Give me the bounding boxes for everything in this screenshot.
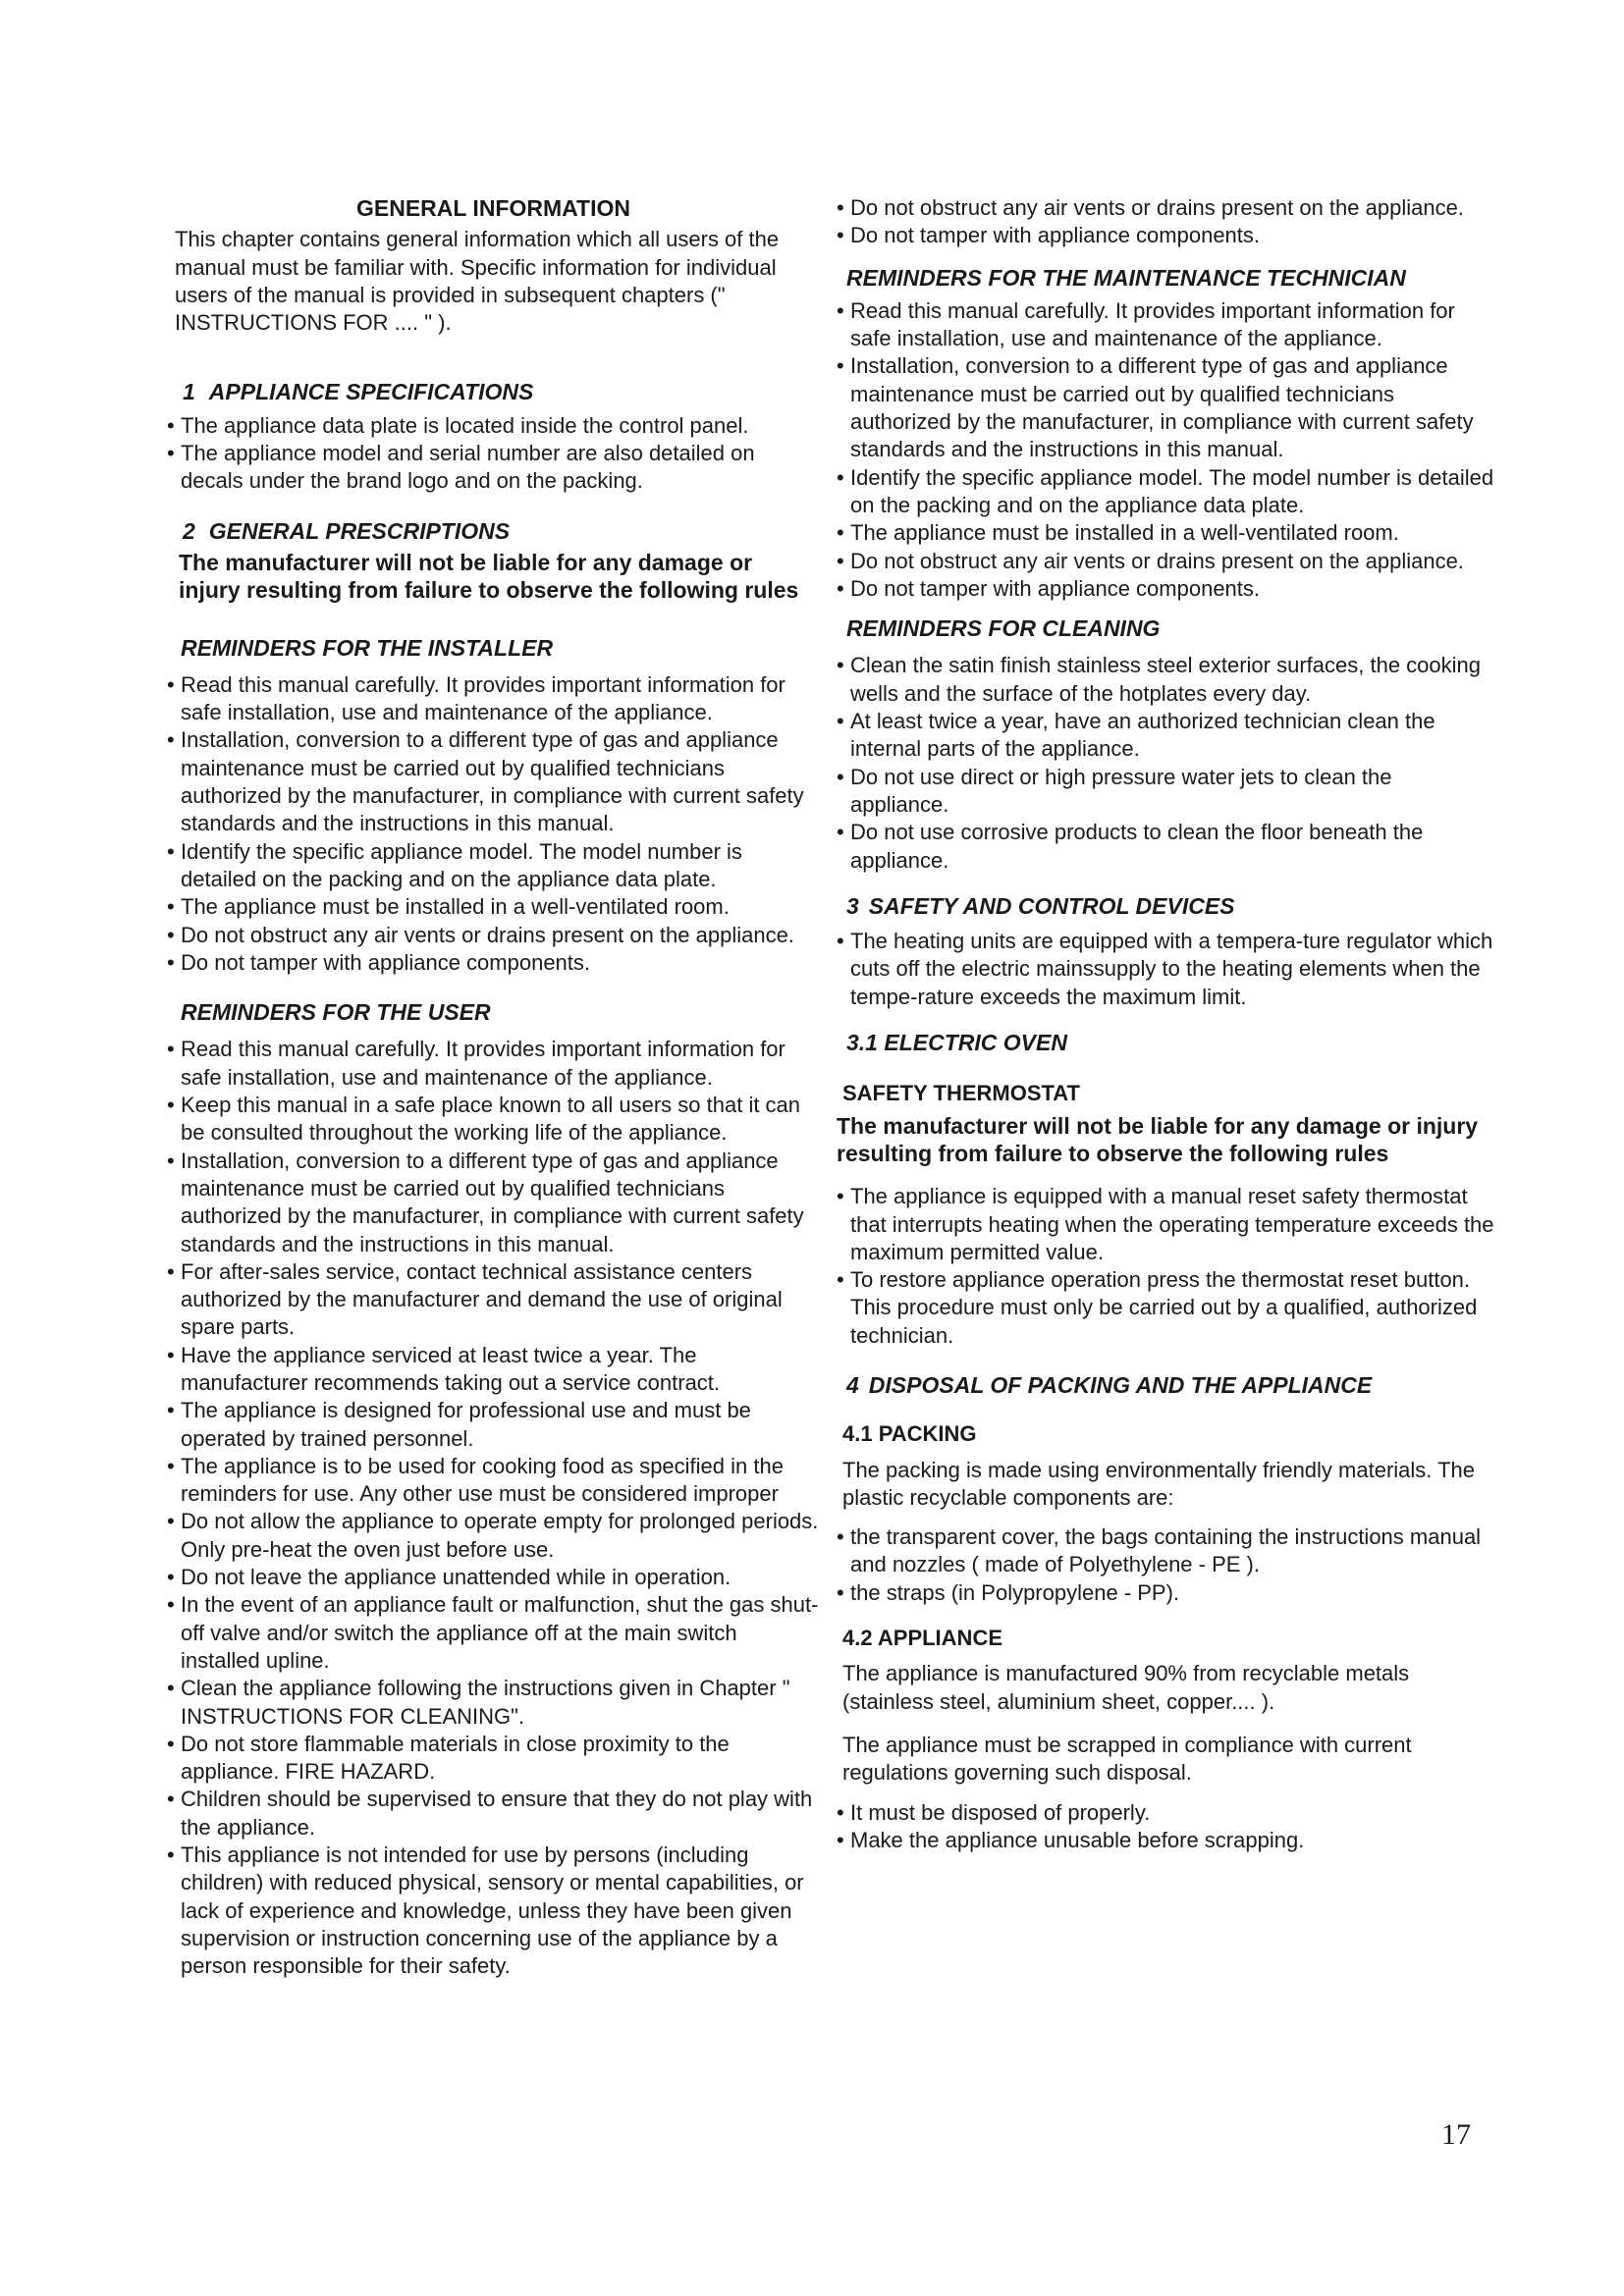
- general-info-title: GENERAL INFORMATION: [356, 195, 630, 221]
- continued-list: [837, 194, 1494, 250]
- section-2-title: GENERAL PRESCRIPTIONS: [208, 517, 511, 544]
- section-2-heading: [167, 517, 820, 545]
- list-item: • Installation, conversion to a different type of gas and appliance maintenance must be carried out by qualified technicians authorized by the manufacturer, in compliance with current safety standards and the instructions in this manual.: [167, 726, 820, 837]
- list-item: • Do not use corrosive products to clean the floor beneath the appliance.: [837, 819, 1494, 875]
- list-item: • Do not obstruct any air vents or drains present on the appliance.: [837, 548, 1494, 575]
- list-item: • The appliance data plate is located inside the control panel.: [167, 412, 820, 440]
- left-column: [167, 194, 820, 1981]
- list-item: • the transparent cover, the bags containing the instructions manual and nozzles ( made of Polyethylene - PE ).: [837, 1523, 1494, 1579]
- list-item: • Do not tamper with appliance components.: [837, 222, 1494, 249]
- list-item: • At least twice a year, have an authorized technician clean the internal parts of the appliance.: [837, 708, 1494, 764]
- section-4-1-title: 4.1 PACKING: [842, 1421, 977, 1447]
- list-item: • Do not use direct or high pressure water jets to clean the appliance.: [837, 764, 1494, 820]
- section-1-title: APPLIANCE SPECIFICATIONS: [208, 379, 534, 405]
- list-item: • The appliance must be installed in a well-ventilated room.: [167, 893, 820, 921]
- installer-reminders-list: [167, 671, 820, 977]
- section-4-1-text: The packing is made using environmentally friendly materials. The plastic recyclable components are:: [842, 1457, 1476, 1510]
- section-3-title: SAFETY AND CONTROL DEVICES: [868, 892, 1235, 919]
- section-2-number: 2: [183, 517, 195, 544]
- list-item: • Keep this manual in a safe place known to all users so that it can be consulted throughout the working life of the appliance.: [167, 1092, 820, 1148]
- cleaning-reminders-title: REMINDERS FOR CLEANING: [846, 615, 1161, 642]
- list-item: • Installation, conversion to a different type of gas and appliance maintenance must be carried out by qualified technicians authorized by the manufacturer, in compliance with current safety standards and the instructions in this manual.: [837, 352, 1494, 463]
- list-item: • Do not tamper with appliance components.: [167, 949, 820, 977]
- list-item: • Installation, conversion to a different type of gas and appliance maintenance must be carried out by qualified technicians authorized by the manufacturer, in compliance with current safety standards and the instructions in this manual.: [167, 1148, 820, 1258]
- list-item: • Identify the specific appliance model. The model number is detailed on the packing and on the appliance data plate.: [837, 464, 1494, 520]
- section-4-title: DISPOSAL OF PACKING AND THE APPLIANCE: [868, 1371, 1373, 1398]
- list-item: • Do not leave the appliance unattended while in operation.: [167, 1564, 820, 1591]
- list-item: • Do not allow the appliance to operate empty for prolonged periods. Only pre-heat the oven just before use.: [167, 1508, 820, 1564]
- section-3-number: 3: [846, 892, 859, 919]
- list-item: • Make the appliance unusable before scrapping.: [837, 1827, 1494, 1854]
- section-2-warning: The manufacturer will not be liable for any damage or injury resulting from failure to observe the following rules: [179, 549, 799, 604]
- section-3-heading: [837, 892, 1494, 920]
- list-item: • The heating units are equipped with a tempera-ture regulator which cuts off the electric mainssupply to the heating elements when the tempe-rature exceeds the maximum limit.: [837, 928, 1494, 1011]
- list-item: • To restore appliance operation press the thermostat reset button. This procedure must only be carried out by a qualified, authorized technician.: [837, 1266, 1494, 1350]
- installer-reminders-title: REMINDERS FOR THE INSTALLER: [181, 634, 554, 661]
- list-item: • The appliance is to be used for cooking food as specified in the reminders for use. Any other use must be considered improper: [167, 1453, 820, 1509]
- section-4-2-title: 4.2 APPLIANCE: [842, 1626, 1003, 1651]
- safety-thermostat-title: SAFETY THERMOSTAT: [842, 1081, 1080, 1106]
- list-item: • Identify the specific appliance model. The model number is detailed on the packing and on the appliance data plate.: [167, 838, 820, 894]
- section-4-2-text-1: The appliance is manufactured 90% from recyclable metals (stainless steel, aluminium sheet, copper.... ).: [842, 1661, 1410, 1714]
- list-item: • The appliance must be installed in a well-ventilated room.: [837, 519, 1494, 547]
- section-3-1-title: 3.1 ELECTRIC OVEN: [846, 1030, 1067, 1056]
- page-number: 17: [1441, 2118, 1471, 2151]
- list-item: • Children should be supervised to ensure that they do not play with the appliance.: [167, 1786, 820, 1842]
- list-item: • For after-sales service, contact technical assistance centers authorized by the manufacturer and demand the use of original spare parts.: [167, 1258, 820, 1342]
- list-item: • Read this manual carefully. It provides important information for safe installation, use and maintenance of the appliance.: [167, 671, 820, 727]
- list-item: • Have the appliance serviced at least twice a year. The manufacturer recommends taking out a service contract.: [167, 1342, 820, 1398]
- section-4-heading: [837, 1371, 1494, 1399]
- list-item: • the straps (in Polypropylene - PP).: [837, 1579, 1494, 1607]
- section-4-number: 4: [846, 1371, 859, 1398]
- section-1-list: [167, 412, 820, 496]
- list-item: • The appliance is designed for professional use and must be operated by trained personnel.: [167, 1397, 820, 1453]
- thermostat-warning: The manufacturer will not be liable for any damage or injury resulting from failure to observe the following rules: [837, 1112, 1479, 1166]
- list-item: • Do not store flammable materials in close proximity to the appliance. FIRE HAZARD.: [167, 1731, 820, 1787]
- list-item: • This appliance is not intended for use by persons (including children) with reduced physical, sensory or mental capabilities, or lack of experience and knowledge, unless they have been given supervision or instruction concerning use of the appliance by a person responsible for their safety.: [167, 1842, 820, 1980]
- section-4-1-list: [837, 1523, 1494, 1607]
- section-3-list: [837, 928, 1494, 1011]
- user-reminders-list: [167, 1036, 820, 1980]
- list-item: • Read this manual carefully. It provides important information for safe installation, use and maintenance of the appliance.: [837, 297, 1494, 353]
- list-item: • Do not tamper with appliance components.: [837, 575, 1494, 603]
- user-reminders-title: REMINDERS FOR THE USER: [181, 999, 491, 1026]
- list-item: • Clean the appliance following the instructions given in Chapter " INSTRUCTIONS FOR CLEANING".: [167, 1675, 820, 1731]
- list-item: • Do not obstruct any air vents or drains present on the appliance.: [837, 194, 1494, 222]
- cleaning-reminders-list: [837, 652, 1494, 874]
- general-info-text: This chapter contains general information which all users of the manual must be familiar with. Specific information for individual users of the manual is provided in subsequent chapters (" INSTRUCTIONS FOR .... " ).: [175, 227, 780, 336]
- section-4-2-list: [837, 1799, 1494, 1855]
- list-item: • In the event of an appliance fault or malfunction, shut the gas shut-off valve and/or switch the appliance off at the main switch installed upline.: [167, 1591, 820, 1675]
- list-item: • Clean the satin finish stainless steel exterior surfaces, the cooking wells and the surface of the hotplates every day.: [837, 652, 1494, 708]
- list-item: • Do not obstruct any air vents or drains present on the appliance.: [167, 922, 820, 949]
- list-item: • The appliance is equipped with a manual reset safety thermostat that interrupts heating when the operating temperature exceeds the maximum permitted value.: [837, 1183, 1494, 1266]
- section-1-heading: [167, 378, 820, 405]
- list-item: • It must be disposed of properly.: [837, 1799, 1494, 1827]
- section-1-number: 1: [183, 379, 195, 405]
- section-4-2-text-2: The appliance must be scrapped in compliance with current regulations governing such disposal.: [842, 1732, 1412, 1786]
- maintenance-reminders-list: [837, 297, 1494, 603]
- list-item: • Read this manual carefully. It provides important information for safe installation, use and maintenance of the appliance.: [167, 1036, 820, 1092]
- maintenance-reminders-title: REMINDERS FOR THE MAINTENANCE TECHNICIAN: [846, 264, 1406, 291]
- right-column: [837, 194, 1494, 1854]
- thermostat-list: [837, 1183, 1494, 1350]
- list-item: • The appliance model and serial number are also detailed on decals under the brand logo and on the packing.: [167, 440, 820, 496]
